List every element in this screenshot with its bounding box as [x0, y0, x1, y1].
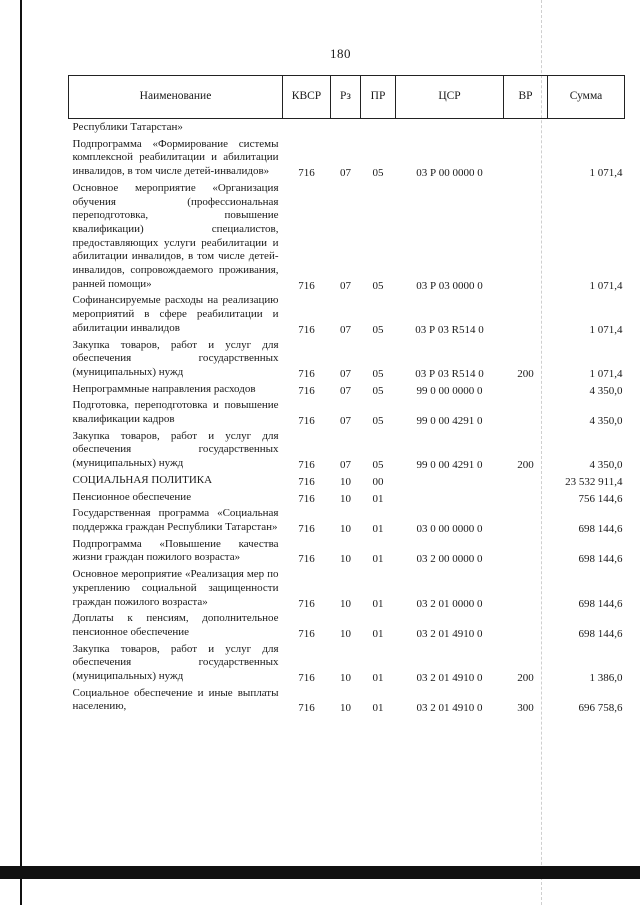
cell-name: Доплаты к пенсиям, дополнительное пенсионное обеспечение	[72, 612, 279, 638]
cell-sum: 698 144,6	[578, 553, 623, 566]
cell-kvsr: 716	[298, 323, 315, 336]
cell-kvsr: 716	[298, 279, 315, 292]
cell-rz: 10	[340, 492, 351, 505]
cell-sum: 1 071,4	[589, 323, 623, 336]
cell-rz: 10	[340, 475, 351, 488]
table-row	[69, 398, 625, 428]
column-header-csr: ЦСР	[396, 76, 504, 119]
cell-kvsr: 716	[298, 522, 315, 535]
cell-name: СОЦИАЛЬНАЯ ПОЛИТИКА	[72, 473, 213, 486]
table-row	[69, 490, 625, 507]
table-row	[69, 473, 625, 490]
cell-name: Подпрограмма «Формирование системы комплексной реабилитации и абилитации инвалидов, в том числе детей-инвалидов»	[72, 137, 279, 178]
cell-name: Закупка товаров, работ и услуг для обеспечения государственных (муниципальных) нужд	[72, 338, 279, 378]
table-row	[69, 642, 625, 686]
cell-sum: 698 144,6	[578, 597, 623, 610]
cell-pr: 01	[372, 702, 384, 715]
cell-sum: 756 144,6	[578, 492, 623, 505]
cell-sum: 1 386,0	[589, 672, 623, 685]
cell-vr	[504, 181, 548, 294]
table-row	[69, 686, 625, 716]
cell-pr: 05	[372, 367, 384, 380]
table-header	[69, 76, 625, 119]
cell-name: Подпрограмма «Повышение качества жизни граждан пожилого возраста»	[72, 537, 279, 564]
cell-vr	[504, 506, 548, 536]
cell-vr	[504, 293, 548, 337]
cell-kvsr: 716	[298, 167, 315, 180]
cell-csr: 03 Р 03 0000 0	[416, 279, 483, 292]
cell-csr: 99 0 00 4291 0	[416, 415, 483, 428]
cell-kvsr: 716	[298, 627, 315, 640]
cell-vr: 200	[517, 367, 534, 380]
cell-name: Закупка товаров, работ и услуг для обеспечения государственных (муниципальных) нужд	[72, 429, 279, 470]
cell-rz: 10	[340, 672, 351, 685]
cell-pr: 05	[372, 167, 384, 180]
cell-kvsr: 716	[298, 672, 315, 685]
cell-pr: 01	[372, 672, 384, 685]
table-row	[69, 567, 625, 611]
table-row	[69, 382, 625, 399]
table-row	[69, 338, 625, 382]
cell-rz: 10	[340, 553, 351, 566]
cell-pr: 05	[372, 279, 384, 292]
cell-csr: 03 2 01 4910 0	[416, 627, 483, 640]
cell-pr: 01	[372, 522, 384, 535]
cell-csr: 03 0 00 0000 0	[416, 522, 483, 535]
cell-pr: 05	[372, 384, 384, 397]
table-row	[69, 506, 625, 536]
column-header-pr: ПР	[361, 76, 396, 119]
cell-kvsr: 716	[298, 597, 315, 610]
table-row	[69, 137, 625, 181]
cell-name: Закупка товаров, работ и услуг для обеспечения государственных (муниципальных) нужд	[72, 642, 279, 683]
cell-kvsr: 716	[298, 475, 315, 488]
cell-kvsr: 716	[298, 553, 315, 566]
column-header-vr: ВР	[504, 76, 548, 119]
cell-rz: 07	[340, 279, 351, 292]
cell-name: Социальное обеспечение и иные выплаты населению,	[72, 686, 279, 713]
cell-name: Государственная программа «Социальная поддержка граждан Республики Татарстан»	[72, 507, 279, 533]
cell-csr	[396, 473, 504, 490]
cell-vr	[504, 567, 548, 611]
cell-name: Софинансируемые расходы на реализацию мероприятий в сфере реабилитации и абилитации инвалидов	[72, 294, 279, 334]
table-row	[69, 611, 625, 641]
cell-rz: 07	[340, 323, 351, 336]
cell-pr: 05	[372, 415, 384, 428]
cell-sum: 698 144,6	[578, 627, 623, 640]
cell-csr: 03 Р 03 R514 0	[415, 367, 484, 380]
cell-csr: 99 0 00 4291 0	[416, 459, 483, 472]
cell-pr: 01	[372, 492, 384, 505]
budget-table	[68, 75, 625, 716]
continuation-text: Республики Татарстан»	[72, 121, 183, 133]
cell-kvsr: 716	[298, 492, 315, 505]
cell-csr: 03 Р 03 R514 0	[415, 323, 484, 336]
cell-rz: 07	[340, 367, 351, 380]
cell-sum: 1 071,4	[589, 167, 623, 180]
column-header-sum: Сумма	[548, 76, 625, 119]
table-row	[69, 293, 625, 337]
cell-kvsr: 716	[298, 702, 315, 715]
cell-vr	[504, 537, 548, 567]
cell-kvsr: 716	[298, 367, 315, 380]
cell-sum: 4 350,0	[589, 459, 623, 472]
cell-kvsr: 716	[298, 415, 315, 428]
cell-vr: 200	[517, 672, 534, 685]
cell-rz: 10	[340, 597, 351, 610]
continuation-row	[69, 119, 625, 137]
scan-bottom-edge	[0, 866, 640, 879]
cell-vr: 300	[517, 702, 534, 715]
cell-vr	[504, 398, 548, 428]
cell-csr	[396, 490, 504, 507]
cell-csr: 03 2 00 0000 0	[416, 553, 483, 566]
cell-kvsr: 716	[298, 384, 315, 397]
cell-pr: 01	[372, 627, 384, 640]
cell-sum: 1 071,4	[589, 279, 623, 292]
cell-rz: 10	[340, 627, 351, 640]
cell-pr: 05	[372, 323, 384, 336]
cell-vr	[504, 382, 548, 399]
cell-csr: 03 2 01 0000 0	[416, 597, 483, 610]
cell-pr: 01	[372, 553, 384, 566]
table-row	[69, 181, 625, 294]
cell-name: Основное мероприятие «Организация обучения (профессиональная переподготовка, повышение квалификации) специалистов, предоставляющих услуги реабилитации и абилитации инвалидов, в том числе детей-инвалидов, сопровождаемого проживания, ранней помощи»	[72, 181, 279, 290]
cell-name: Подготовка, переподготовка и повышение квалификации кадров	[72, 399, 279, 426]
cell-csr: 03 2 01 4910 0	[416, 702, 483, 715]
cell-pr: 00	[372, 475, 384, 488]
cell-sum: 4 350,0	[589, 384, 623, 397]
table-body	[69, 119, 625, 717]
cell-sum: 698 144,6	[578, 522, 623, 535]
cell-sum: 4 350,0	[589, 415, 623, 428]
column-header-rz: Рз	[331, 76, 361, 119]
cell-name: Непрограммные направления расходов	[72, 382, 256, 395]
cell-kvsr: 716	[298, 459, 315, 472]
cell-pr: 01	[372, 597, 384, 610]
cell-csr: 03 2 01 4910 0	[416, 672, 483, 685]
cell-rz: 07	[340, 459, 351, 472]
column-header-name: Наименование	[69, 76, 283, 119]
cell-sum: 696 758,6	[578, 702, 623, 715]
cell-name: Основное мероприятие «Реализация мер по укреплению социальной защищенности граждан пожилого возраста»	[72, 568, 279, 608]
table-row	[69, 429, 625, 473]
cell-name: Пенсионное обеспечение	[72, 490, 192, 503]
table-row	[69, 537, 625, 567]
page-number: 180	[330, 46, 351, 61]
cell-csr: 99 0 00 0000 0	[416, 384, 483, 397]
cell-csr: 03 Р 00 0000 0	[416, 167, 483, 180]
column-header-kvsr: КВСР	[283, 76, 331, 119]
cell-rz: 10	[340, 522, 351, 535]
cell-vr	[504, 490, 548, 507]
cell-vr: 200	[517, 459, 534, 472]
cell-vr	[504, 611, 548, 641]
cell-rz: 07	[340, 384, 351, 397]
cell-pr: 05	[372, 459, 384, 472]
cell-rz: 07	[340, 415, 351, 428]
cell-vr	[504, 473, 548, 490]
cell-sum: 1 071,4	[589, 367, 623, 380]
cell-vr	[504, 137, 548, 181]
cell-rz: 10	[340, 702, 351, 715]
page-left-margin	[0, 0, 22, 905]
cell-sum: 23 532 911,4	[565, 475, 623, 488]
cell-rz: 07	[340, 167, 351, 180]
